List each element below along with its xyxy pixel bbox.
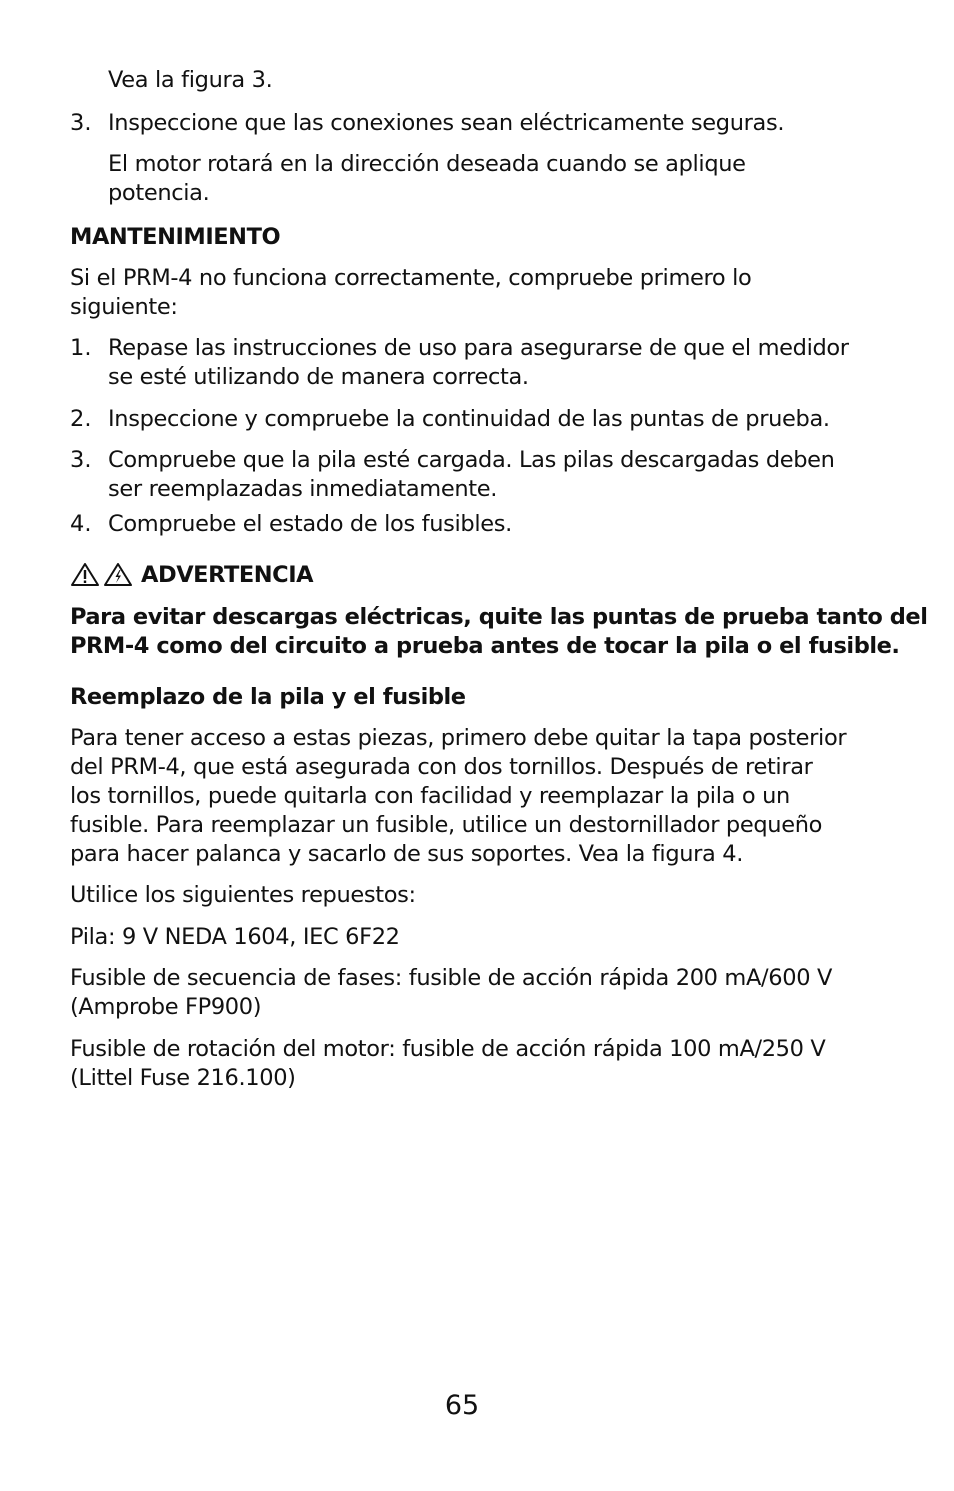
- fuse-phase-spec-line: (Amprobe FP900): [70, 994, 262, 1020]
- parts-intro: Utilice los siguientes repuestos:: [70, 882, 416, 908]
- note-line: El motor rotará en la dirección deseada cuando se aplique: [108, 151, 746, 177]
- replacement-paragraph-line: del PRM-4, que está asegurada con dos tornillos. Después de retirar: [70, 754, 813, 780]
- warning-icons: [70, 562, 133, 587]
- warning-title: ADVERTENCIA: [141, 562, 314, 588]
- maintenance-intro-line: siguiente:: [70, 294, 178, 320]
- electrical-hazard-icon: [103, 562, 133, 587]
- list-item-line: Repase las instrucciones de uso para asegurarse de que el medidor: [108, 335, 849, 361]
- fuse-motor-spec-line: (Littel Fuse 216.100): [70, 1065, 296, 1091]
- warning-triangle-icon: [70, 562, 100, 587]
- page-number: 65: [444, 1390, 480, 1421]
- figure-reference: Vea la figura 3.: [108, 67, 273, 93]
- list-item-line: ser reemplazadas inmediatamente.: [108, 476, 498, 502]
- maintenance-heading: MANTENIMIENTO: [70, 224, 281, 250]
- warning-text-line: Para evitar descargas eléctricas, quite las puntas de prueba tanto del: [70, 604, 928, 630]
- replacement-paragraph-line: Para tener acceso a estas piezas, primero debe quitar la tapa posterior: [70, 725, 847, 751]
- list-item-number: 4.: [70, 511, 92, 537]
- list-item-line: Compruebe el estado de los fusibles.: [108, 511, 512, 537]
- replacement-paragraph-line: para hacer palanca y sacarlo de sus soportes. Vea la figura 4.: [70, 841, 744, 867]
- list-item-number: 3.: [70, 447, 92, 473]
- list-item-line: Compruebe que la pila esté cargada. Las pilas descargadas deben: [108, 447, 835, 473]
- step-text: Inspeccione que las conexiones sean eléctricamente seguras.: [108, 110, 785, 136]
- list-item-number: 1.: [70, 335, 92, 361]
- list-item-line: Inspeccione y compruebe la continuidad de las puntas de prueba.: [108, 406, 830, 432]
- replacement-heading: Reemplazo de la pila y el fusible: [70, 684, 466, 710]
- replacement-paragraph-line: fusible. Para reemplazar un fusible, utilice un destornillador pequeño: [70, 812, 823, 838]
- battery-spec: Pila: 9 V NEDA 1604, IEC 6F22: [70, 924, 400, 950]
- maintenance-intro-line: Si el PRM-4 no funciona correctamente, compruebe primero lo: [70, 265, 752, 291]
- note-line: potencia.: [108, 180, 210, 206]
- list-item-number: 2.: [70, 406, 92, 432]
- fuse-motor-spec-line: Fusible de rotación del motor: fusible de acción rápida 100 mA/250 V: [70, 1036, 826, 1062]
- replacement-paragraph-line: los tornillos, puede quitarla con facilidad y reemplazar la pila o un: [70, 783, 790, 809]
- fuse-phase-spec-line: Fusible de secuencia de fases: fusible de acción rápida 200 mA/600 V: [70, 965, 833, 991]
- warning-text-line: PRM-4 como del circuito a prueba antes de tocar la pila o el fusible.: [70, 633, 900, 659]
- list-item-line: se esté utilizando de manera correcta.: [108, 364, 529, 390]
- step-number: 3.: [70, 110, 92, 136]
